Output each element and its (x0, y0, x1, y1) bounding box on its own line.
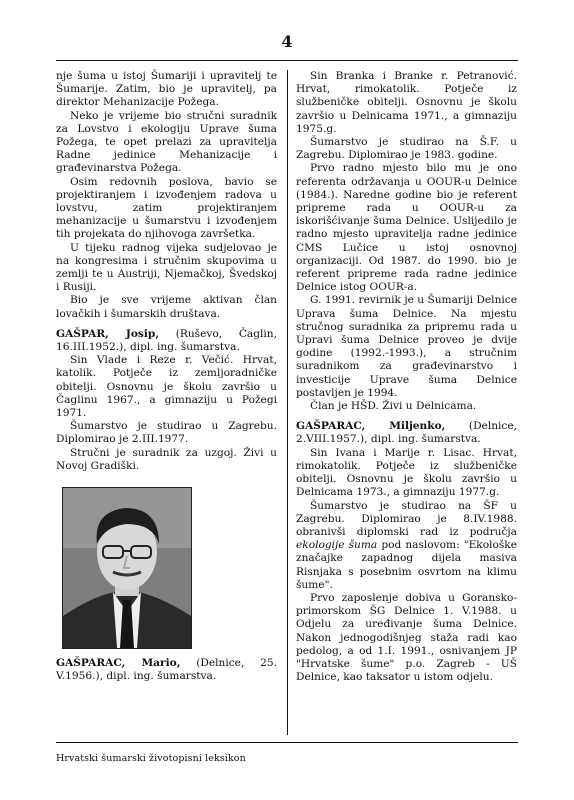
entry-heading-gasparac-miljenko (296, 420, 517, 446)
paragraph (296, 500, 517, 592)
left-column (56, 70, 277, 684)
paragraph: G. 1991. revirnik je u Šumariji Delnice Uprava šuma Delnice. Na mjestu stručnog suradnika za pripremu rada u Upravi šuma Delnice proveo je dvije godine (1992.-1993.), a stručnim suradnikom za građevinarstvo i investicije Uprave šuma Delnice postavljen je 1994. (296, 294, 517, 399)
entry-intro: (Delnice, 2.VIII.1957.), dipl. ing. šumarstva. (296, 420, 517, 446)
top-rule (56, 60, 518, 61)
portrait-image (63, 488, 191, 648)
text-run: Šumarstvo je studirao na ŠF u Zagrebu. Diplomirao je 8.IV.1988. obranivši diplomski rad iz područja (296, 499, 517, 538)
column-divider (287, 70, 288, 735)
paragraph: Sin Ivana i Marije r. Lisac. Hrvat, rimokatolik. Potječe iz službeničke obitelji. Osnovnu je školu završio u Delnicama 1973., a gimnaziju 1977.g. (296, 446, 517, 499)
paragraph: Član je HŠD. Živi u Delnicama. (310, 400, 477, 413)
paragraph: Prvo radno mjesto bilo mu je ono referenta održavanja u OOUR-u Delnice (1984.). Naredne godine bio je referent pripreme rada u OOUR-u za iskorišćivanje šuma Delnice. Uslijedilo je radno mjesto upravitelja radne jedinice CMS Lučice u istoj osnovnoj organizaciji. Od 1987. do 1990. bio je referent pripreme rada radne jedinice Delnice istog OOUR-a. (296, 162, 517, 294)
right-column (296, 70, 517, 684)
paragraph: Sin Vlade i Reze r. Večić. Hrvat, katolik. Potječe iz zemljoradničke obitelji. Osnovnu je školu završio u Čaglinu 1967., a gimnaziju u Požegi 1971. (56, 354, 277, 420)
entry-intro: (Ruševo, Čaglin, 16.III.1952.), dipl. ing. šumarstva. (56, 327, 277, 354)
paragraph: nje šuma u istoj Šumariji i upravitelj te Šumarije. Zatim, bio je upravitelj, pa direktor Mehanizacije Požega. (56, 70, 277, 109)
paragraph: Stručni je suradnik za uzgoj. Živi u Novoj Gradiški. (56, 446, 277, 472)
paragraph: Bio je sve vrijeme aktivan član lovačkih i šumarskih društava. (56, 294, 277, 320)
entry-name: GAŠPARAC, Miljenko, (296, 420, 446, 433)
paragraph: Neko je vrijeme bio stručni suradnik za Lovstvo i ekologiju Uprave šuma Požega, te opet prelazi za upravitelja Radne jedinice Mehanizacije i građevinarstva Požega. (56, 109, 277, 175)
entry-intro: (Delnice, 25. V.1956.), dipl. ing. šumarstva. (56, 657, 277, 683)
entry-heading-gasparac-mario (56, 657, 277, 683)
portrait-photo (62, 487, 192, 649)
paragraph: Osim redovnih poslova, bavio se projektiranjem i izvođenjem radova u lovstvu, zatim projektiranjem mehanizacije u šumarstvu i izvođenjem tih projekata do njihovoga završetka. (56, 175, 277, 241)
bottom-rule (56, 742, 518, 743)
footer-title: Hrvatski šumarski životopisni leksikon (56, 753, 246, 764)
page-number: 4 (281, 32, 293, 51)
entry-name: GAŠPAR, Josip, (56, 327, 160, 340)
italic-term: ekologije šuma (296, 539, 378, 552)
text-run: pod naslovom: "Ekološke značajke zapadnog dijela masiva Risnjaka s posebnim osvrtom na klimu šume". (296, 539, 517, 591)
paragraph: Prvo zaposlenje dobiva u Goransko-primorskom ŠG Delnice 1. V.1988. u Odjelu za uređivanje šuma Delnice. Nakon jednogodišnjeg staža radi kao pedolog, a od 1.I. 1991., osnivanjem JP "Hrvatske šume" p.o. Zagreb - UŠ Delnice, kao taksator u istom odjelu. (296, 591, 517, 684)
entry-name: GAŠPARAC, Mario, (56, 657, 181, 670)
paragraph: Sin Branka i Branke r. Petranović. Hrvat, rimokatolik. Potječe iz službeničke obitelji. Osnovnu je školu završio u Delnicama 1971., a gimnaziju 1975.g. (296, 70, 517, 135)
paragraph: U tijeku radnog vijeka sudjelovao je na kongresima i stručnim skupovima u zemlji te u Austriji, Njemačkoj, Švedskoj i Rusiji. (56, 241, 277, 294)
entry-heading-gaspar-josip (56, 328, 277, 354)
paragraph: Šumarstvo je studirao u Zagrebu. Diplomirao je 2.III.1977. (56, 420, 277, 446)
paragraph: Šumarstvo je studirao na Š.F. u Zagrebu. Diplomirao je 1983. godine. (296, 136, 517, 162)
